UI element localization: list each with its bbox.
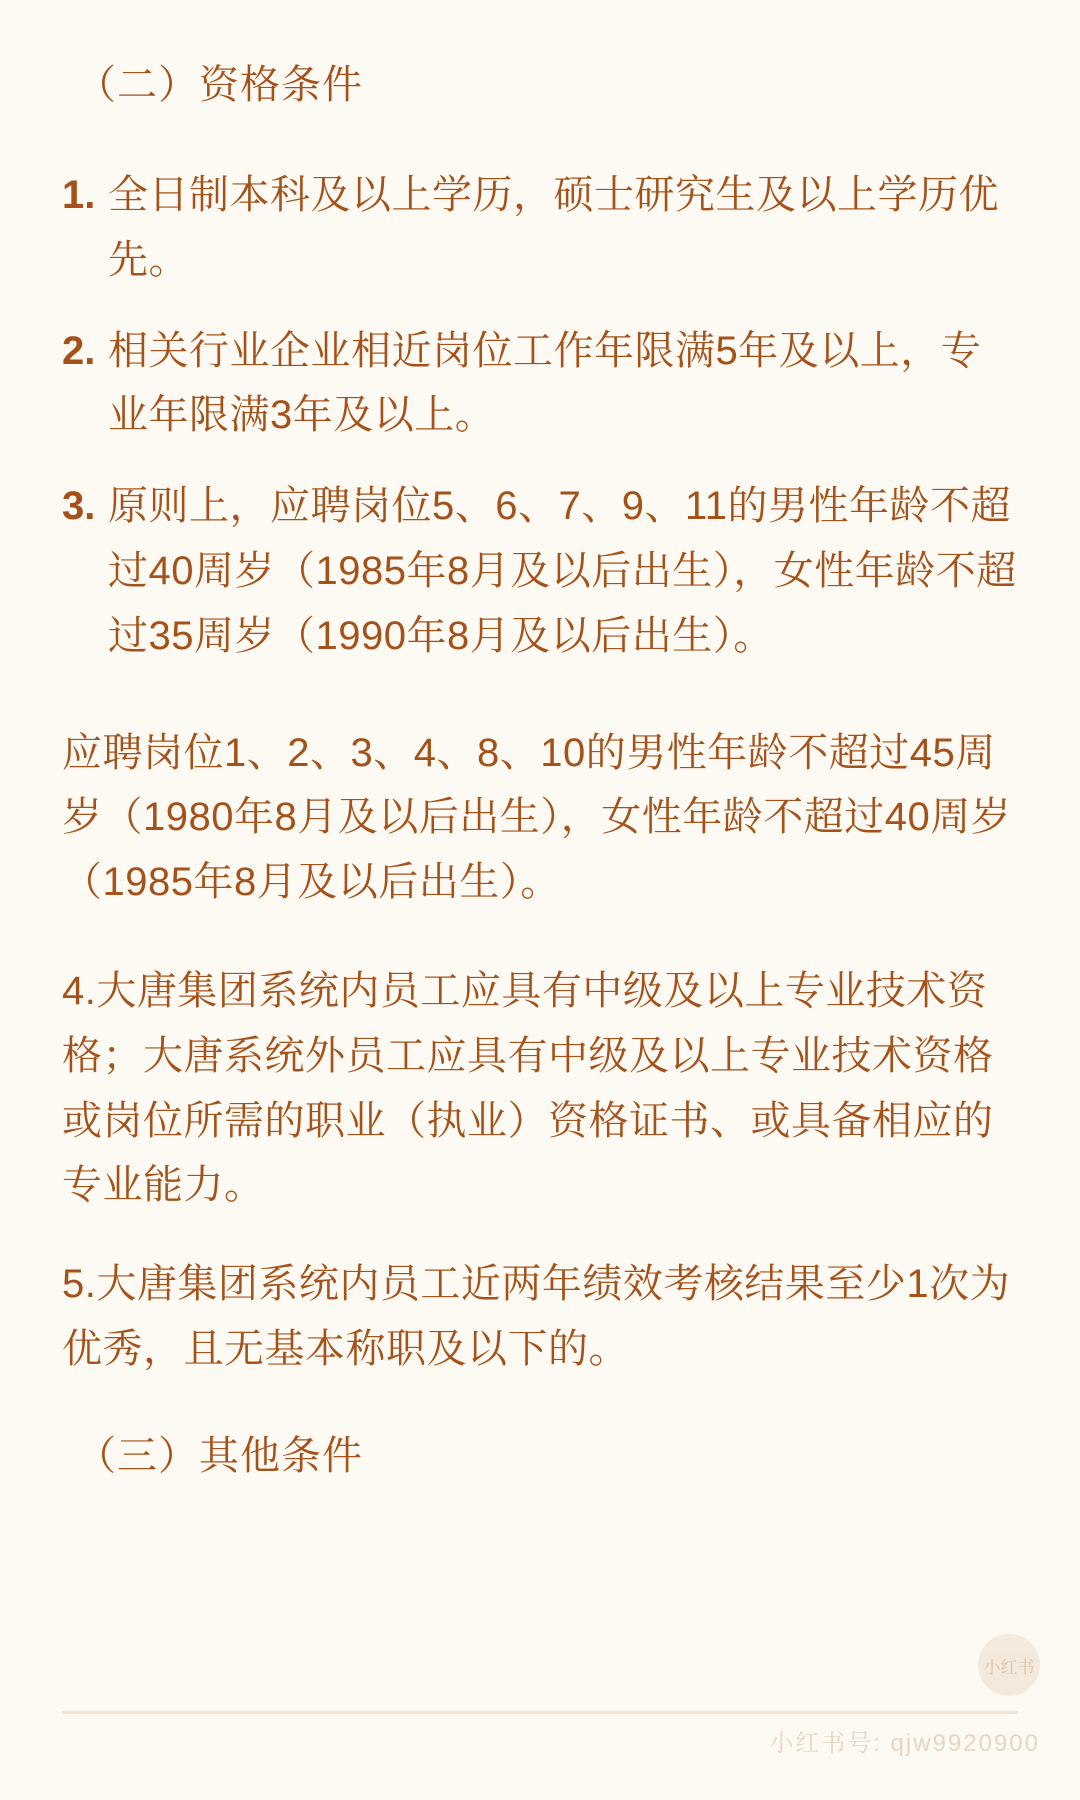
list-item-text: 全日制本科及以上学历，硕士研究生及以上学历优先。 (108, 173, 999, 282)
paragraph-age-range: 应聘岗位1、2、3、4、8、10的男性年龄不超过45周岁（1980年8月及以后出生），女性年龄不超过40周岁（1985年8月及以后出生）。 (62, 730, 1012, 905)
section-heading: （二）资格条件 (76, 63, 363, 107)
divider (62, 1711, 1018, 1714)
paragraph-item-5: 5.大唐集团系统内员工近两年绩效考核结果至少1次为优秀，且无基本称职及以下的。 (62, 1262, 1011, 1371)
watermark-badge: 小红书 (978, 1634, 1040, 1696)
section-subheading: （三）其他条件 (76, 1433, 363, 1478)
list-item-text: 原则上，应聘岗位5、6、7、9、11的男性年龄不超过40周岁（1985年8月及以后出生），女性年龄不超过35周岁（1990年8月及以后出生）。 (108, 484, 1017, 658)
list-item-marker: 2. (62, 328, 96, 373)
paragraph-item-4: 4.大唐集团系统内员工应具有中级及以上专业技术资格；大唐系统外员工应具有中级及以上专业技术资格或岗位所需的职业（执业）资格证书、或具备相应的专业能力。 (62, 968, 994, 1208)
watermark-text: 小红书号: qjw9920900 (769, 1730, 1040, 1757)
list-item (62, 163, 1018, 293)
list-item-text: 相关行业企业相近岗位工作年限满5年及以上，专业年限满3年及以上。 (108, 328, 982, 438)
list-item (62, 474, 1018, 668)
list-item (62, 319, 1018, 449)
list-item-marker: 1. (62, 173, 96, 217)
list-item-marker: 3. (62, 484, 96, 529)
